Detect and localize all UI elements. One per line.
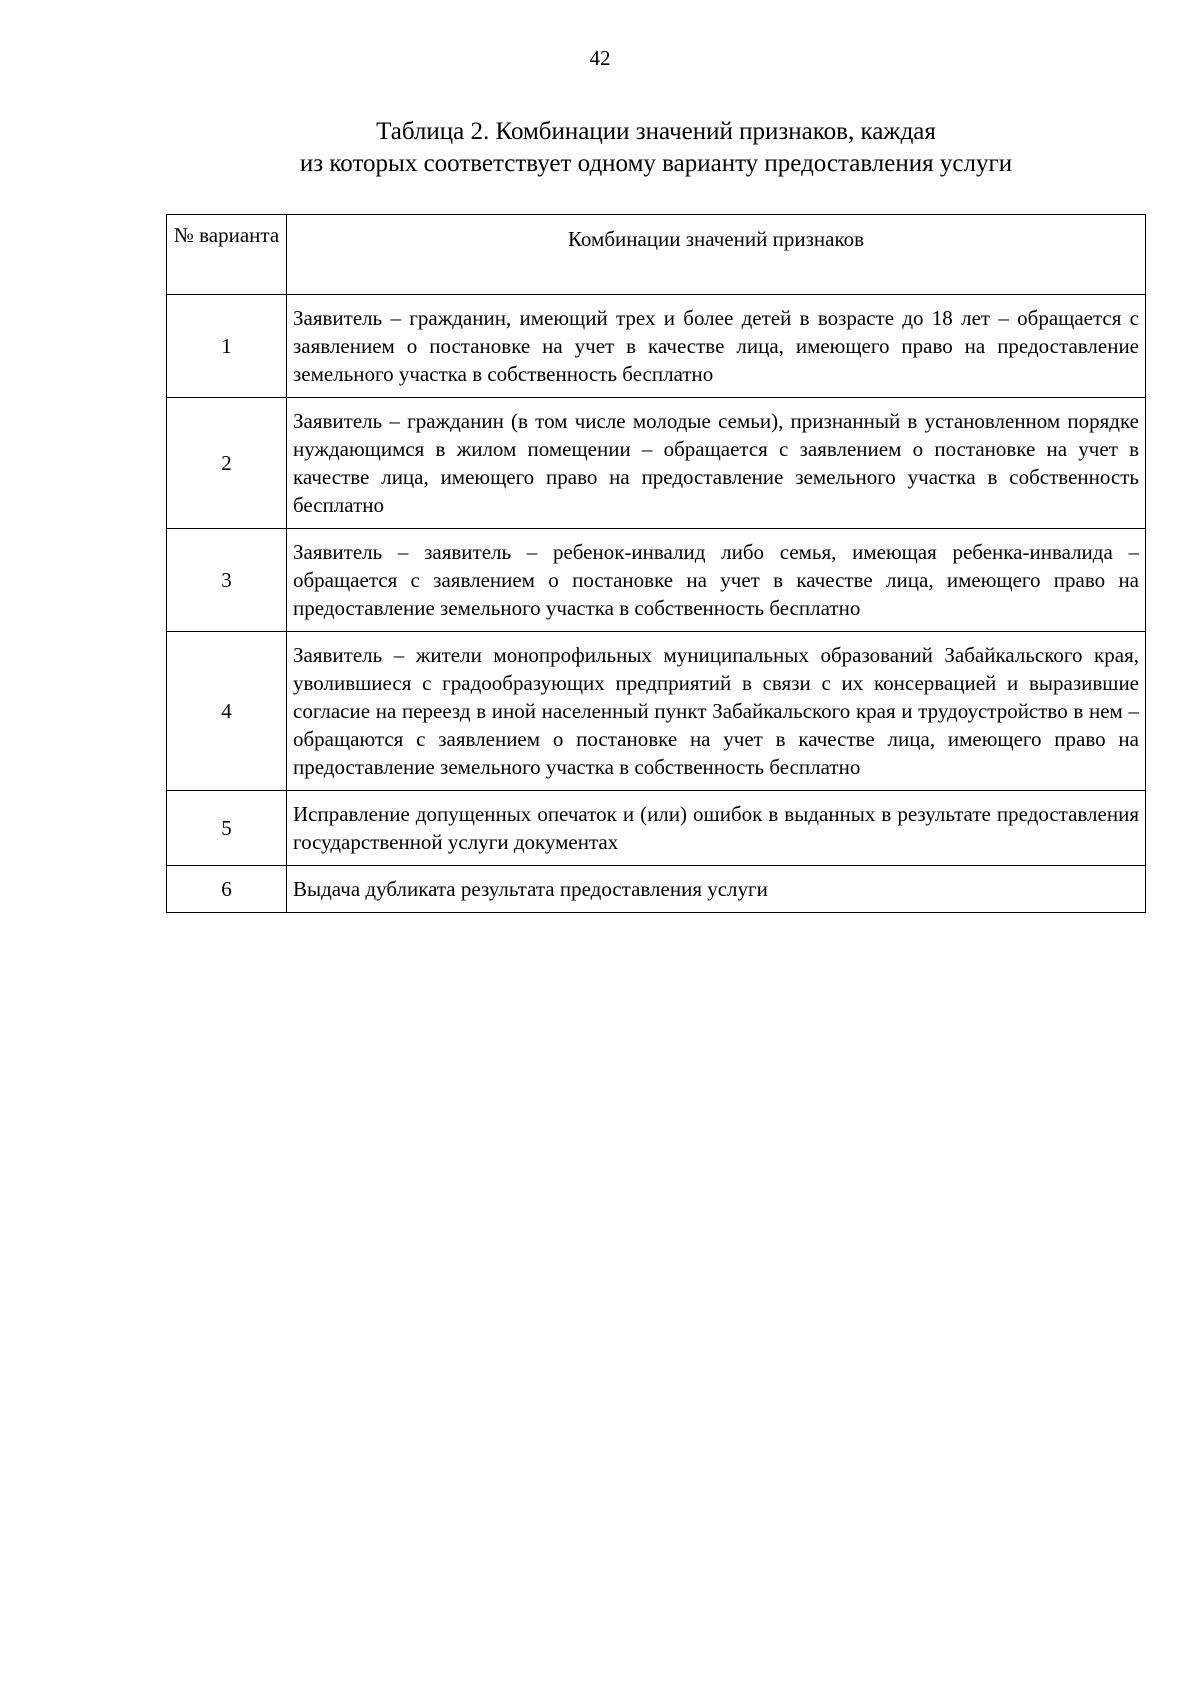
- variant-description: Заявитель – гражданин (в том числе молодые семьи), признанный в установленном порядке нуждающимся в жилом помещении – обращается с заявлением о постановке на учет в качестве лица, имеющего право на предоставление земельного участка в собственность бесплатно: [287, 398, 1146, 529]
- table-row: [167, 866, 1146, 913]
- variant-number: 4: [167, 632, 287, 791]
- variant-number: 6: [167, 866, 287, 913]
- variant-number: 3: [167, 529, 287, 632]
- table-row: [167, 791, 1146, 866]
- variant-number: 5: [167, 791, 287, 866]
- table-row: [167, 398, 1146, 529]
- table-row: [167, 632, 1146, 791]
- header-combinations: Комбинации значений признаков: [287, 215, 1146, 295]
- table-header-row: [167, 215, 1146, 295]
- variant-description: Заявитель – заявитель – ребенок-инвалид либо семья, имеющая ребенка-инвалида – обращается с заявлением о постановке на учет в качестве лица, имеющего право на предоставление земельного участка в собственность бесплатно: [287, 529, 1146, 632]
- variant-number: 1: [167, 295, 287, 398]
- variant-description: Выдача дубликата результата предоставления услуги: [287, 866, 1146, 913]
- table-title-line-2: из которых соответствует одному варианту предоставления услуги: [299, 150, 1013, 177]
- variants-table: [166, 214, 1146, 913]
- table-row: [167, 529, 1146, 632]
- table-title: [166, 116, 1146, 180]
- variant-description: Исправление допущенных опечаток и (или) ошибок в выданных в результате предоставления государственной услуги документах: [287, 791, 1146, 866]
- variant-number: 2: [167, 398, 287, 529]
- variant-description: Заявитель – жители монопрофильных муниципальных образований Забайкальского края, уволившиеся с градообразующих предприятий в связи с их консервацией и выразившие согласие на переезд в иной населенный пункт Забайкальского края и трудоустройство в нем – обращаются с заявлением о постановке на учет в качестве лица, имеющего право на предоставление земельного участка в собственность бесплатно: [287, 632, 1146, 791]
- variant-description: Заявитель – гражданин, имеющий трех и более детей в возрасте до 18 лет – обращается с заявлением о постановке на учет в качестве лица, имеющего право на предоставление земельного участка в собственность бесплатно: [287, 295, 1146, 398]
- header-variant-number: № варианта: [167, 215, 287, 295]
- table-title-line-1: Таблица 2. Комбинации значений признаков, каждая: [376, 118, 936, 145]
- page-number: 42: [589, 46, 611, 70]
- table-row: [167, 295, 1146, 398]
